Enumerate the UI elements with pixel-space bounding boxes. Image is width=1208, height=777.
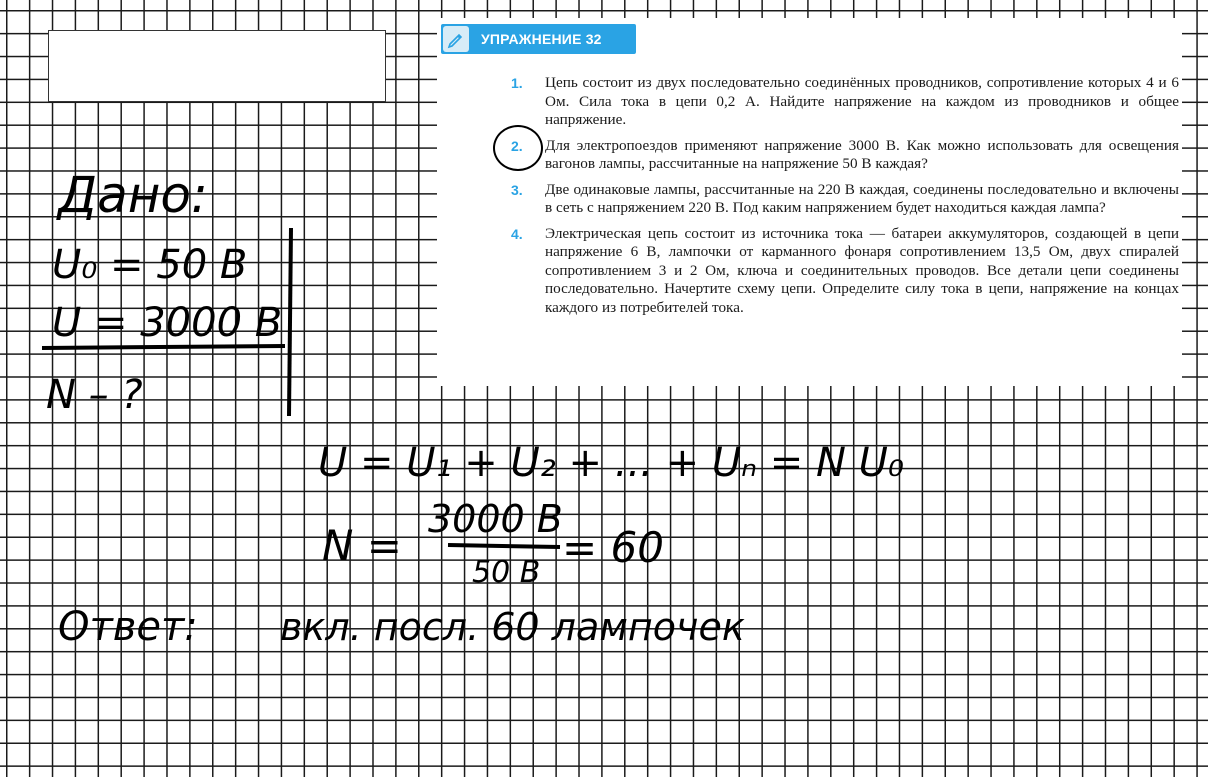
series-voltage-formula: U = U₁ + U₂ + ... + Uₙ = N U₀ — [318, 440, 904, 486]
exercise-text: Две одинаковые лампы, рассчитанные на 220 В каждая, соединены последовательно и включены в сеть с напряжением 220 В. Под каким напряжением будет находиться каждая лампа? — [545, 180, 1179, 216]
fraction-bar — [448, 545, 560, 547]
find-unknown: N – ? — [46, 372, 143, 418]
calc-numerator: 3000 В — [428, 497, 563, 541]
exercise-text: Цепь состоит из двух последовательно соединённых проводников, сопротивление которых 4 и 6 Ом. Сила тока в цепи 0,2 А. Найдите напряжение на каждом из проводников и общее напряжение. — [545, 74, 1179, 128]
given-label: Дано: — [58, 166, 208, 224]
given-underline — [42, 346, 285, 348]
answer-text: вкл. посл. 60 лампочек — [280, 605, 745, 649]
calc-lhs: N = — [322, 521, 402, 570]
exercise-text: Для электропоездов применяют напряжение 3000 В. Как можно использовать для освещения вагонов лампы, рассчитанные на напряжение 50 В каждая? — [545, 136, 1179, 172]
exercise-number: 1. — [511, 75, 523, 91]
exercise-text: Электрическая цепь состоит из источника тока — батареи аккумуляторов, создающей в цепи напряжение 6 В, лампочки от карманного фонаря сопротивлением 13,5 Ом, двух спиралей сопротивлением 3 и 2 Ом, ключа и соединительных проводов. Все детали цепи соединены последовательно. Начертите схему цепи. Определите силу тока в цепи, напряжение на концах каждого из потребителей тока. — [545, 224, 1179, 316]
exercise-number: 4. — [511, 225, 523, 242]
calc-denominator: 50 В — [472, 555, 541, 590]
exercise-number: 2. — [511, 137, 523, 154]
given-u0: U₀ = 50 В — [52, 242, 248, 288]
exercise-title: УПРАЖНЕНИЕ 32 — [481, 31, 602, 47]
exercise-number: 3. — [511, 181, 523, 198]
calc-result: = 60 — [562, 523, 664, 572]
answer-label: Ответ: — [58, 604, 198, 650]
given-divider — [289, 228, 291, 416]
given-u: U = 3000 В — [52, 300, 283, 346]
